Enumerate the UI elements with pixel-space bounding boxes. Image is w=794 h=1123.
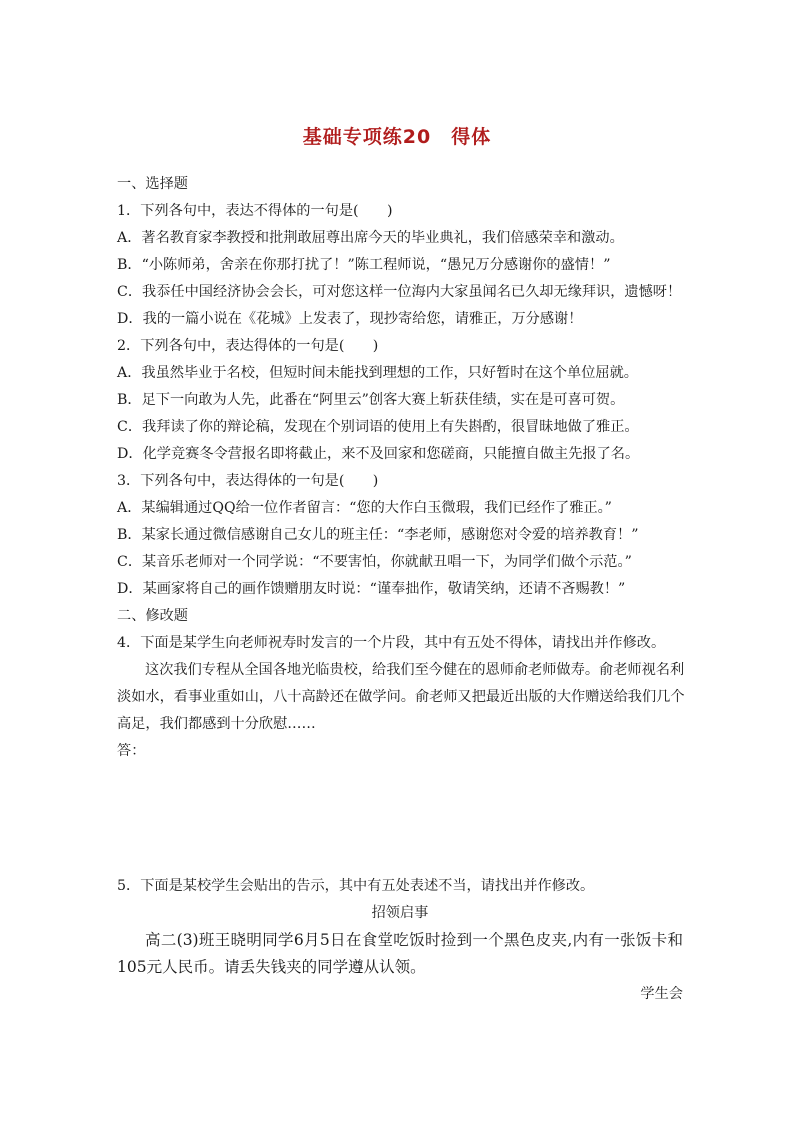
page-title: 基础专项练20 得体 xyxy=(302,126,492,148)
question-3-stem: 3．下列各句中，表达得体的一句是( ) xyxy=(117,473,379,489)
notice-title: 招领启事 xyxy=(371,905,429,921)
question-1-option-d: D．我的一篇小说在《花城》上发表了，现抄寄给您，请雅正，万分感谢！ xyxy=(117,311,583,327)
question-4-answer-label: 答： xyxy=(117,743,146,759)
answer-space[interactable] xyxy=(117,765,683,873)
question-4-passage-line: 这次我们专程从全国各地光临贵校，给我们至今健在的恩师俞老师做寿。俞老师视名利 xyxy=(145,662,685,678)
notice-body: 高二(3)班王晓明同学6月5日在食堂吃饭时捡到一个黑色皮夹,内有一张饭卡和105元人民币。请丢失钱夹的同学遵从认领。 xyxy=(117,931,683,976)
question-4-passage-line: 高足，我们都感到十分欣慰…… xyxy=(117,716,316,732)
section-heading-choice: 一、选择题 xyxy=(117,176,188,192)
question-4-passage-line: 淡如水，看事业重如山，八十高龄还在做学问。俞老师又把最近出版的大作赠送给我们几个 xyxy=(117,689,685,705)
question-2-option-a: A．我虽然毕业于名校，但短时间未能找到理想的工作，只好暂时在这个单位屈就。 xyxy=(117,365,638,381)
question-1-option-a: A．著名教育家李教授和批荆敢屈尊出席今天的毕业典礼，我们倍感荣幸和激动。 xyxy=(117,230,624,246)
question-3-option-b: B．某家长通过微信感谢自己女儿的班主任：“李老师，感谢您对令爱的培养教育！” xyxy=(117,527,639,543)
document-content xyxy=(117,171,683,1008)
question-1-option-b: B．“小陈师弟，舍亲在你那打扰了！”陈工程师说，“愚兄万分感谢你的盛情！” xyxy=(117,257,611,273)
question-3-option-c: C．某音乐老师对一个同学说：“不要害怕，你就献丑唱一下，为同学们做个示范。” xyxy=(117,554,632,570)
section-heading-revision: 二、修改题 xyxy=(117,608,188,624)
question-3-option-d: D．某画家将自己的画作馈赠朋友时说：“谨奉拙作，敬请笑纳，还请不吝赐教！” xyxy=(117,581,626,597)
question-2-stem: 2．下列各句中，表达得体的一句是( ) xyxy=(117,338,379,354)
notice-signature: 学生会 xyxy=(640,986,683,1002)
question-5-stem: 5．下面是某校学生会贴出的告示，其中有五处表述不当，请找出并作修改。 xyxy=(117,878,595,894)
question-1-stem: 1．下列各句中，表达不得体的一句是( ) xyxy=(117,203,393,219)
question-2-option-b: B．足下一向敢为人先，此番在“阿里云”创客大赛上斩获佳绩，实在是可喜可贺。 xyxy=(117,392,625,408)
question-3-option-a: A．某编辑通过QQ给一位作者留言：“您的大作白玉微瑕，我们已经作了雅正。” xyxy=(117,500,612,516)
question-1-option-c: C．我忝任中国经济协会会长，可对您这样一位海内大家虽闻名已久却无缘拜识，遗憾呀！ xyxy=(117,284,682,300)
question-4-stem: 4．下面是某学生向老师祝寿时发言的一个片段，其中有五处不得体，请找出并作修改。 xyxy=(117,635,666,651)
question-2-option-c: C．我拜读了你的辩论稿，发现在个别词语的使用上有失斟酌，很冒昧地做了雅正。 xyxy=(117,419,639,435)
question-2-option-d: D．化学竞赛冬令营报名即将截止，来不及回家和您磋商，只能擅自做主先报了名。 xyxy=(117,446,640,462)
